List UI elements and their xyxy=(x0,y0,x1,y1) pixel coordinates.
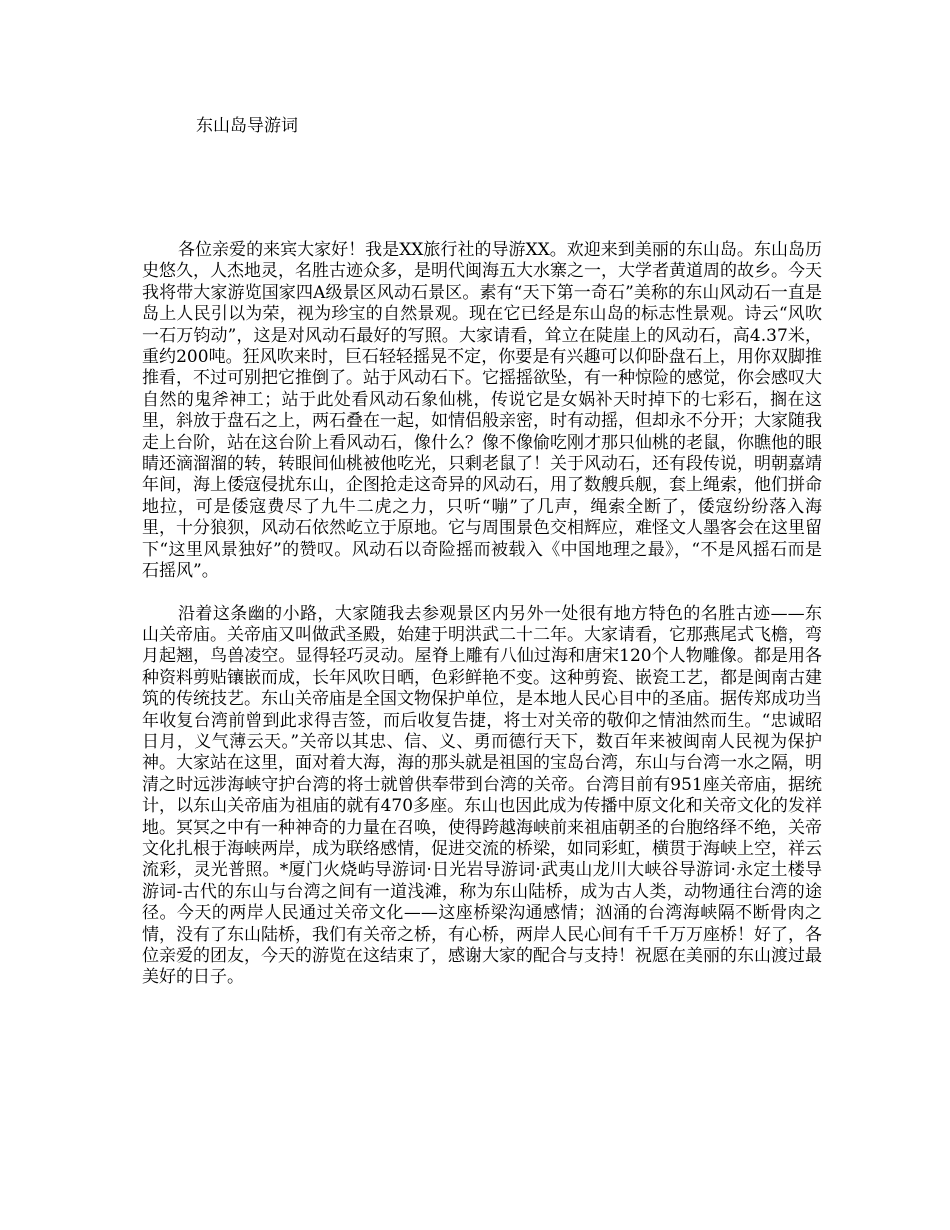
document-title: 东山岛导游词 xyxy=(196,116,298,136)
paragraph-guandi-temple: 沿着这条幽的小路，大家随我去参观景区内另外一处很有地方特色的名胜古迹——东山关帝庙。关帝庙又叫做武圣殿，始建于明洪武二十二年。大家请看，它那燕尾式飞檐，弯月起翘，鸟兽凌空。显得轻巧灵动。屋脊上雕有八仙过海和唐宋120个人物雕像。都是用各种资料剪贴镶嵌而成，长年风吹日晒，色彩鲜艳不变。这种剪瓷、嵌瓷工艺，都是闽南古建筑的传统技艺。东山关帝庙是全国文物保护单位，是本地人民心目中的圣庙。据传郑成功当年收复台湾前曾到此求得吉签，而后收复告捷，将士对关帝的敬仰之情油然而生。“忠诚昭日月，义气薄云天。”关帝以其忠、信、义、勇而德行天下，数百年来被闽南人民视为保护神。大家站在这里，面对着大海，海的那头就是祖国的宝岛台湾，东山与台湾一水之隔，明清之时远涉海峡守护台湾的将士就曾供奉带到台湾的关帝。台湾目前有951座关帝庙，据统计，以东山关帝庙为祖庙的就有470多座。东山也因此成为传播中原文化和关帝文化的发祥地。冥冥之中有一种神奇的力量在召唤，使得跨越海峡前来祖庙朝圣的台胞络绎不绝，关帝文化扎根于海峡两岸，成为联络感情，促进交流的桥梁，如同彩虹，横贯于海峡上空，祥云流彩，灵光普照。*厦门火烧屿导游词·日光岩导游词·武夷山龙川大峡谷导游词·永定土楼导游词-古代的东山与台湾之间有一道浅滩，称为东山陆桥，成为古人类，动物通往台湾的途径。今天的两岸人民通过关帝文化——这座桥梁沟通感情；汹涌的台湾海峡隔不断骨肉之情，没有了东山陆桥，我们有关帝之桥，有心桥，两岸人民心间有千千万万座桥！好了，各位亲爱的团友，今天的游览在这结束了，感谢大家的配合与支持！祝愿在美丽的东山渡过最美好的日子。 xyxy=(142,603,822,988)
document-body xyxy=(142,240,822,989)
paragraph-intro-wind-moving-stone: 各位亲爱的来宾大家好！我是XX旅行社的导游XX。欢迎来到美丽的东山岛。东山岛历史悠久，人杰地灵，名胜古迹众多，是明代闽海五大水寨之一，大学者黄道周的故乡。今天我将带大家游览国家四A级景区风动石景区。素有“天下第一奇石”美称的东山风动石一直是岛上人民引以为荣，视为珍宝的自然景观。现在它已经是东山岛的标志性景观。诗云“风吹一石万钧动”，这是对风动石最好的写照。大家请看，耸立在陡崖上的风动石，高4.37米，重约200吨。狂风吹来时，巨石轻轻摇晃不定，你要是有兴趣可以仰卧盘石上，用你双脚推推看，不过可别把它推倒了。站于风动石下。它摇摇欲坠，有一种惊险的感觉，你会感叹大自然的鬼斧神工；站于此处看风动石象仙桃，传说它是女娲补天时掉下的七彩石，搁在这里，斜放于盘石之上，两石叠在一起，如情侣般亲密，时有动摇，但却永不分开；大家随我走上台阶，站在这台阶上看风动石，像什么？像不像偷吃刚才那只仙桃的老鼠，你瞧他的眼睛还滴溜溜的转，转眼间仙桃被他吃光，只剩老鼠了！关于风动石，还有段传说，明朝嘉靖年间，海上倭寇侵扰东山，企图抢走这奇异的风动石，用了数艘兵舰，套上绳索，他们拼命地拉，可是倭寇费尽了九牛二虎之力，只听“嘣”了几声，绳索全断了，倭寇纷纷落入海里，十分狼狈，风动石依然屹立于原地。它与周围景色交相辉应，难怪文人墨客会在这里留下“这里风景独好”的赞叹。风动石以奇险摇而被载入《中国地理之最》，“不是风摇石而是石摇风”。 xyxy=(142,240,822,582)
